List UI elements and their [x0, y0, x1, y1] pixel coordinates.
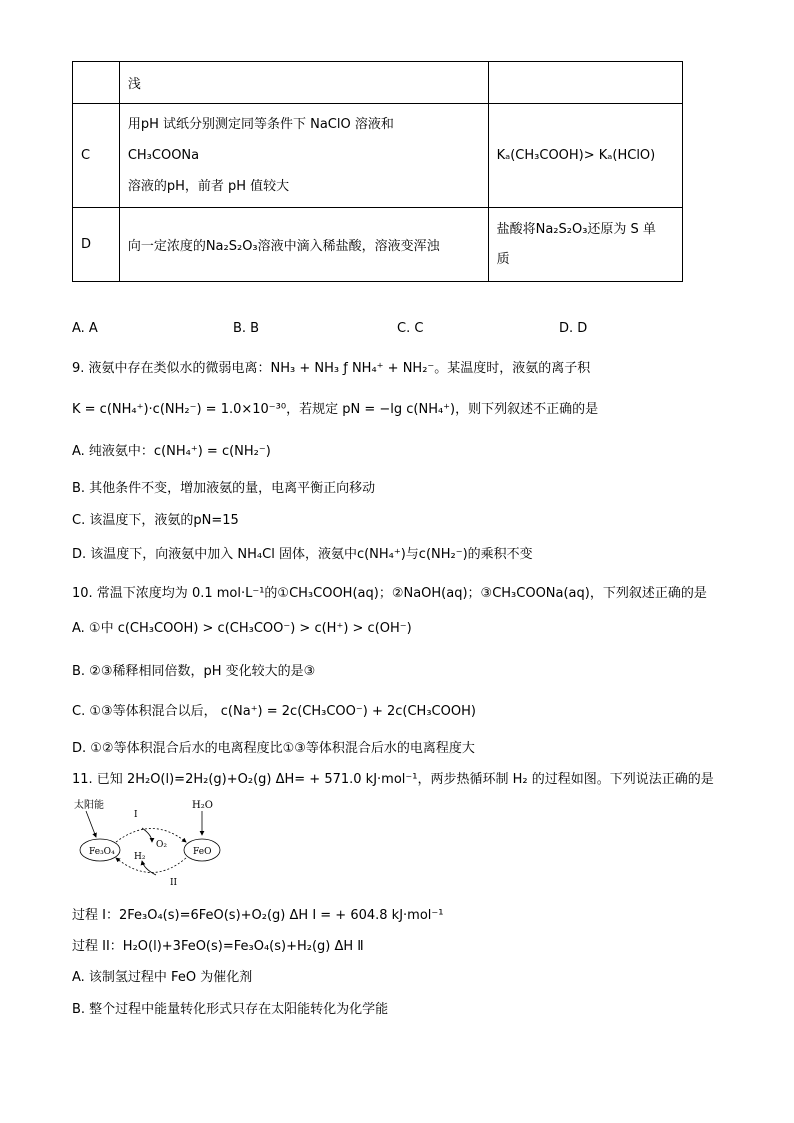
- row-label: C: [73, 104, 120, 208]
- fe3o4-label: Fe₃O₄: [89, 847, 115, 857]
- h2o-label: H₂O: [192, 800, 213, 811]
- table-cell: 盐酸将Na₂S₂O₃还原为 S 单 质: [488, 208, 682, 282]
- q10-option-d: D. ①②等体积混合后水的电离程度比①③等体积混合后水的电离程度大: [72, 741, 475, 756]
- q10-option-c: C. ①③等体积混合以后， c(Na⁺) = 2c(CH₃COO⁻) + 2c(CH₃COOH): [72, 704, 476, 719]
- table-cell: Kₐ(CH₃COOH)> Kₐ(HClO): [488, 104, 682, 208]
- thermochemical-cycle-diagram: [72, 795, 232, 890]
- q9-option-c: C. 该温度下，液氨的pN=15: [72, 513, 239, 528]
- process-1-equation: 过程 I：2Fe₃O₄(s)=6FeO(s)+O₂(g) ΔH Ⅰ = + 604.8 kJ·mol⁻¹: [72, 908, 444, 923]
- q9-option-a: A. 纯液氨中：c(NH₄⁺) = c(NH₂⁻): [72, 444, 271, 459]
- table-cell: 浅: [119, 62, 488, 104]
- table-row: [73, 104, 683, 208]
- question-11-stem: 11. 已知 2H₂O(l)=2H₂(g)+O₂(g) ΔH= + 571.0 kJ·mol⁻¹，两步热循环制 H₂ 的过程如图。下列说法正确的是: [72, 772, 714, 787]
- option-d: D. D: [559, 321, 588, 336]
- question-9-stem: 9. 液氨中存在类似水的微弱电离：NH₃ + NH₃ ƒ NH₄⁺ + NH₂⁻。某温度时，液氨的离子积: [72, 361, 591, 376]
- process-1-arc: [116, 829, 186, 843]
- option-a: A. A: [72, 321, 98, 336]
- q10-option-b: B. ②③稀释相同倍数，pH 变化较大的是③: [72, 664, 316, 679]
- q11-option-a: A. 该制氢过程中 FeO 为催化剂: [72, 970, 253, 985]
- q11-option-b: B. 整个过程中能量转化形式只存在太阳能转化为化学能: [72, 1002, 389, 1017]
- question-9-stem-formula: K = c(NH₄⁺)·c(NH₂⁻) = 1.0×10⁻³⁰，若规定 pN = −lg c(NH₄⁺)，则下列叙述不正确的是: [72, 402, 599, 417]
- table-cell: 用pH 试纸分别测定同等条件下 NaClO 溶液和 CH₃COONa 溶液的pH，前者 pH 值较大: [119, 104, 488, 208]
- process-2-arc: [116, 858, 186, 873]
- solar-energy-label: 太阳能: [74, 800, 104, 811]
- feo-label: FeO: [193, 847, 212, 857]
- step-1-label: I: [134, 810, 138, 820]
- table-row: [73, 208, 683, 282]
- q9-option-d: D. 该温度下，向液氨中加入 NH₄Cl 固体，液氨中c(NH₄⁺)与c(NH₂⁻)的乘积不变: [72, 547, 533, 562]
- h2-label: H₂: [134, 852, 146, 862]
- option-c: C. C: [397, 321, 424, 336]
- process-2-equation: 过程 II：H₂O(l)+3FeO(s)=Fe₃O₄(s)+H₂(g) ΔH Ⅱ: [72, 939, 364, 954]
- o2-label: O₂: [156, 840, 167, 850]
- q9-option-b: B. 其他条件不变，增加液氨的量，电离平衡正向移动: [72, 481, 376, 496]
- q10-option-a: A. ①中 c(CH₃COOH) > c(CH₃COO⁻) > c(H⁺) > c(OH⁻): [72, 621, 412, 636]
- options-table: [72, 61, 683, 282]
- option-b: B. B: [233, 321, 260, 336]
- row-label: D: [73, 208, 120, 282]
- solar-arrow: [86, 811, 96, 837]
- table-cell: 向一定浓度的Na₂S₂O₃溶液中滴入稀盐酸，溶液变浑浊: [119, 208, 488, 282]
- h2-arrow: [142, 861, 156, 875]
- step-2-label: II: [170, 878, 178, 888]
- table-row: [73, 62, 683, 104]
- question-10-stem: 10. 常温下浓度均为 0.1 mol·L⁻¹的①CH₃COOH(aq)；②NaOH(aq)；③CH₃COONa(aq)，下列叙述正确的是: [72, 586, 707, 601]
- o2-arrow: [142, 828, 152, 842]
